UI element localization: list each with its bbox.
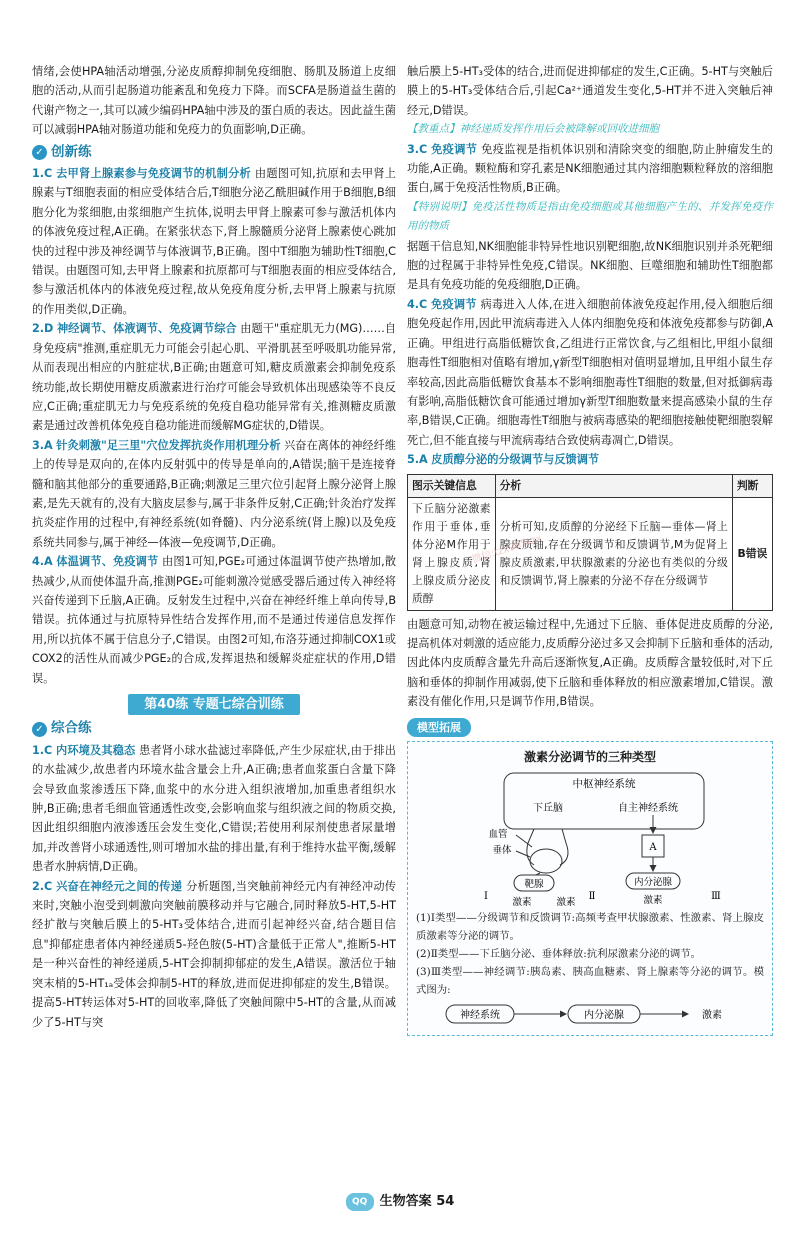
answer-number: 2.C xyxy=(32,879,53,893)
leader-line xyxy=(516,851,530,857)
mode-flow-diagram xyxy=(416,999,764,1029)
answer-text: 病毒进入人体,在进入细胞前体液免疫起作用,侵入细胞后细胞免疫起作用,因此甲流病毒进入人体内细胞免疫和体液免疫都参与防御,A正确。甲组进行高脂低糖饮食,乙组进行正常饮食,与乙组相比,甲组小鼠细胞毒性T细胞相对值略有增加,γ新型T细胞相对值明显增加,且甲组小鼠生存率较高,因此高脂低糖饮食基本不影响细胞毒性T细胞的数量,但对抵御病毒有影响,高脂低糖饮食可能通过增加γ新型T细胞数量来提高感染小鼠的生存率,B错误,C正确。细胞毒性T细胞与被病毒感染的靶细胞接触使靶细胞裂解死亡,但不能直接与甲流病毒结合致使病毒凋亡,D错误。 xyxy=(407,297,773,447)
flow-hormone-label: 激素 xyxy=(702,1010,722,1022)
answer-topic: 兴奋在神经元之间的传递 xyxy=(56,879,183,893)
answer-topic: 神经调节、体液调节、免疫调节综合 xyxy=(56,322,237,336)
section-heading-innovation xyxy=(32,143,396,162)
pituitary-shape xyxy=(530,849,562,873)
answer-text: 免疫监视是指机体识别和清除突变的细胞,防止肿瘤发生的功能,A正确。颗粒酶和穿孔素是NK细胞通过其内溶细胞颗粒释放的溶细胞蛋白,属于免疫活性物质,B正确。 xyxy=(407,142,773,195)
answer-3 xyxy=(32,436,396,552)
chapter-banner xyxy=(32,694,396,715)
table-cell-verdict: B错误 xyxy=(732,497,772,610)
answer-3c xyxy=(407,140,773,198)
answer-topic: 体温调节、免疫调节 xyxy=(56,555,159,569)
answer-text: 兴奋在离体的神经纤维上的传导是双向的,在体内反射弧中的传导是单向的,A错误;脑干是连接脊髓和脑其他部分的重要通路,B正确;刺激足三里穴位引起肾上腺分泌肾上腺素,是先天就有的,没有大脑皮层参与,属于非条件反射,C正确;针灸治疗发挥抗炎症作用的过程中,有神经系统(如脊髓)、内分泌系统(肾上腺)以及免疫系统共同参与,属于神经—体液—免疫调节,D正确。 xyxy=(32,438,396,549)
chapter-title: 第40练 专题七综合训练 xyxy=(128,694,300,715)
section-heading-comprehensive xyxy=(32,719,396,738)
answer-text: 分析题图,当突触前神经元内有神经冲动传来时,突触小泡受到刺激向突触前膜移动并与它融合,同时释放5-HT,5-HT经扩散与突触后膜上的5-HT₃受体结合,进而引起神经兴奋,结合题目信息"抑郁症患者体内神经递质5-羟色胺(5-HT)含量低于正常人",推断5-HT是一种兴奋性的神经递质,5-HT会抑制抑郁症的发生,A错误。激活位于轴突末梢的5-HT₁ₐ受体会抑制5-HT的释放,进而促进抑郁症的发生,B错误。提高5-HT转运体对5-HT的回收率,降低了突触间隙中5-HT的含量,从而减少了5-HT与突 xyxy=(32,879,396,1029)
answer-topic: 内环境及其稳态 xyxy=(55,743,136,757)
answer-text: 患者肾小球水盐滤过率降低,产生少尿症状,由于排出的水盐减少,故患者内环境水盐含量会上升,A正确;患者血浆蛋白含量下降会导致血浆渗透压下降,血浆中的水分进入组织液增加,加重患者组织水肿,B正确;患者毛细血管通透性改变,会影响血浆与组织液之间的物质交换,因此组织细胞内液渗透压会发生变化,C错误;若使用利尿剂使患者尿量增加,并改善肾小球通透性,则可增加水盐的排出量,有利于维持水盐平衡,缓解患者水肿病情,D正确。 xyxy=(32,743,396,874)
answer-1 xyxy=(32,164,396,319)
answer-text: 由题干"重症肌无力(MG)……自身免疫病"推测,重症肌无力可能会引起心肌、平滑肌甚至呼吸肌功能异常,从而表现出相应的内脏症状,B正确;由题意可知,糖皮质激素会抑制免疫系统功能,故长期使用糖皮质激素进行治疗可能会导致机体出现感染等不良反应,C正确;重症肌无力与免疫系统的免疫自稳功能异常有关,推测糖皮质激素是通过改善机体免疫自稳功能进而缓解MG症状的,D错误。 xyxy=(32,322,396,433)
answer-text: 由题图可知,抗原和去甲肾上腺素与T细胞表面的相应受体结合后,T细胞分泌乙酰胆碱作用于B细胞,B细胞分化为浆细胞,由浆细胞产生抗体,说明去甲肾上腺素可参与激活机体内的体液免疫过程,A正确。在紧张状态下,肾上腺髓质分泌肾上腺素使心跳加快的过程中涉及神经调节与体液调节,B正确。图中T细胞为辅助性T细胞,C错误。由题图可知,去甲肾上腺素和抗原都可与T细胞表面的相应受体结合,参与激活机体内的体液免疫过程,故从免疫角度分析,去甲肾上腺素与抗原的作用类似,D正确。 xyxy=(32,167,396,316)
intro-paragraph: 情绪,会使HPA轴活动增强,分泌皮质醇抑制免疫细胞、肠肌及肠道上皮细胞的活动,从而引起肠道功能紊乱和免疫力下降。而SCFA是肠道益生菌的代谢产物之一,其可以减少编码HPA轴中涉及的蛋白质的表达。因此益生菌可以减弱HPA轴对肠道功能和免疫力的负面影响,D正确。 xyxy=(32,65,396,137)
section-title: 创新练 xyxy=(51,143,92,160)
hormone-regulation-diagram xyxy=(416,771,764,909)
model-extension-tag: 模型拓展 xyxy=(407,718,471,737)
endocrine-gland-label: 内分泌腺 xyxy=(633,877,673,889)
answer-number: 2.D xyxy=(32,322,54,336)
table-cell-analysis: 分析可知,皮质醇的分泌经下丘脑—垂体—肾上腺皮质轴,存在分级调节和反馈调节,M为促肾上腺皮质激素,甲状腺激素的分泌也有类似的分级和反馈调节,肾上腺素的分泌不存在分级调节 xyxy=(495,497,732,610)
ans-label: 自主神经系统 xyxy=(618,803,678,815)
answer-number: 1.C xyxy=(32,167,53,181)
table-cell-key-info: 下丘脑分泌激素作用于垂体,垂体分泌M作用于肾上腺皮质,肾上腺皮质分泌皮质醇 xyxy=(408,497,496,610)
answer-4 xyxy=(32,552,396,688)
answer-topic: 去甲肾上腺素参与免疫调节的机制分析 xyxy=(56,167,252,181)
answer-number: 5.A xyxy=(407,453,428,467)
hormone-label-1: 激素 xyxy=(512,897,532,909)
answer-5a-text: 由题意可知,动物在被运输过程中,先通过下丘脑、垂体促进皮质醇的分泌,提高机体对刺激的适应能力,皮质醇分泌过多又会抑制下丘脑和垂体的活动,因此体内皮质醇含量先升高后逐渐恢复,A正确。皮质醇含量较低时,对下丘脑和垂体的抑制作用减弱,使下丘脑和垂体释放的相应激素增加,C错误。激素没有催化作用,只是调节作用,B错误。 xyxy=(407,617,773,709)
pituitary-label: 垂体 xyxy=(492,845,512,857)
answer-topic: 针灸刺激"足三里"穴位发挥抗炎作用机理分析 xyxy=(56,438,281,452)
section-badge-icon: ✓ xyxy=(32,145,47,160)
answer-5a xyxy=(407,450,773,469)
table-row xyxy=(408,497,773,610)
model-note-1: (1)Ⅰ类型——分级调节和反馈调节:高频考查甲状腺激素、性激素、肾上腺皮质激素等分泌的调节。 xyxy=(416,912,764,943)
a-label: A xyxy=(649,842,657,854)
hormone-label-2: 激素 xyxy=(556,897,576,909)
model-title: 激素分泌调节的三种类型 xyxy=(523,749,656,764)
leader-line xyxy=(516,835,532,847)
answer-number: 3.C xyxy=(407,142,428,156)
answer-topic: 皮质醇分泌的分级调节与反馈调节 xyxy=(431,453,600,467)
page-number: 54 xyxy=(436,1194,455,1209)
target-gland-label: 靶腺 xyxy=(524,879,544,891)
answer-text: 由图1可知,PGE₂可通过体温调节使产热增加,散热减少,从而使体温升高,推测PGE₂可能刺激冷觉感受器后通过传入神经将兴奋传递到下丘脑,A正确。反射发生过程中,兴奋在神经纤维上单向传导,B错误。抗体通过与抗原特异性结合发挥作用,而不是通过传递信息发挥作用,所以抗体不属于信息分子,C错误。由图2可知,布洛芬通过抑制COX1或COX2的活性从而减少PGE₂的合成,发挥退热和缓解炎症症状的作用,D错误。 xyxy=(32,555,397,685)
section-badge-icon: ✓ xyxy=(32,722,47,737)
table-header: 判断 xyxy=(732,474,772,497)
handwritten-note-1: 【教重点】神经递质发挥作用后会被降解或回收进细胞 xyxy=(407,123,659,136)
comprehensive-answer-2 xyxy=(32,877,396,1032)
section-title: 综合练 xyxy=(51,720,92,737)
pituitary-stalk xyxy=(560,829,568,865)
hypothalamus-label: 下丘脑 xyxy=(533,803,563,815)
answer-number: 3.A xyxy=(32,438,53,452)
answer-topic: 免疫调节 xyxy=(431,297,477,311)
flow-endocrine-label: 内分泌腺 xyxy=(584,1010,624,1022)
left-column xyxy=(32,62,396,1032)
vessel-label: 血管 xyxy=(488,829,508,841)
model-note-3: (3)Ⅲ类型——神经调节:胰岛素、胰高血糖素、肾上腺素等分泌的调节。模式图为: xyxy=(416,966,764,997)
type-3-label: Ⅲ xyxy=(711,891,721,903)
footer-label: 生物答案 xyxy=(379,1194,432,1209)
type-2-label: Ⅱ xyxy=(588,891,596,903)
cns-label: 中枢神经系统 xyxy=(572,778,636,791)
answer-2 xyxy=(32,319,396,435)
continued-paragraph: 触后膜上5-HT₃受体的结合,进而促进抑郁症的发生,C正确。5-HT与突触后膜上的5-HT₃受体结合后,引起Ca²⁺通道发生变化,5-HT并不进入突触后神经元,D错误。 xyxy=(407,65,773,117)
right-column xyxy=(407,62,773,1036)
table-header-row xyxy=(408,474,773,497)
model-note-2: (2)Ⅱ类型——下丘脑分泌、垂体释放:抗利尿激素分泌的调节。 xyxy=(416,948,702,961)
answer-topic: 免疫调节 xyxy=(431,142,478,156)
answer-3c-continued: 据题干信息知,NK细胞能非特异性地识别靶细胞,故NK细胞识别并杀死靶细胞的过程属于非特异性免疫,C错误。NK细胞、巨噬细胞和辅助性T细胞都是具有免疫功能的免疫细胞,D正确。 xyxy=(407,239,773,292)
answer-4c xyxy=(407,295,773,450)
answer-number: 1.C xyxy=(32,743,53,757)
page-footer xyxy=(0,1190,800,1211)
table-header: 分析 xyxy=(495,474,732,497)
watermark: 微信:tzx985tzx xyxy=(470,532,544,566)
type-1-label: Ⅰ xyxy=(484,891,488,903)
comprehensive-answer-1 xyxy=(32,741,396,877)
handwritten-note-2: 【特别说明】免疫活性物质是指由免疫细胞或其他细胞产生的、并发挥免疫作用的物质 xyxy=(407,200,773,233)
hormone-label-3: 激素 xyxy=(643,895,663,907)
answer-number: 4.A xyxy=(32,555,53,569)
table-header: 图示关键信息 xyxy=(408,474,496,497)
model-extension-box xyxy=(407,741,773,1036)
flow-nervous-label: 神经系统 xyxy=(460,1010,500,1022)
answer-number: 4.C xyxy=(407,297,428,311)
brand-logo-icon: QQ xyxy=(346,1193,374,1211)
analysis-table xyxy=(407,474,773,611)
